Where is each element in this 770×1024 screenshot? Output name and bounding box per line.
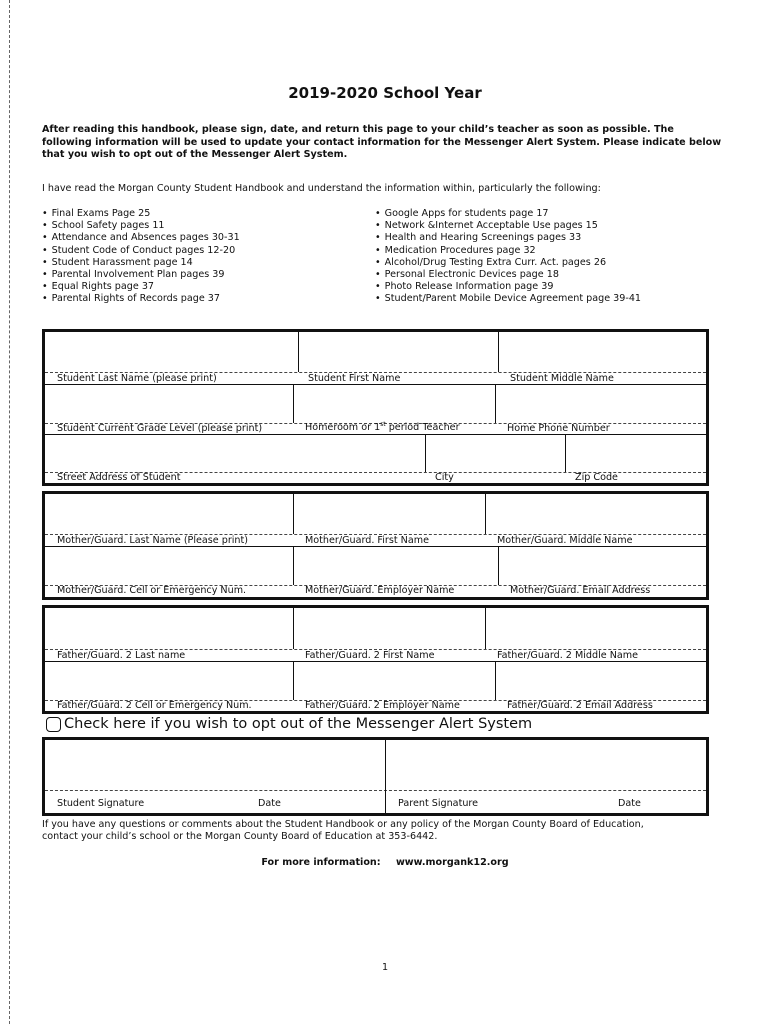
father-employer-field[interactable] (293, 662, 495, 700)
contact-text: If you have any questions or comments about the Student Handbook or any policy of the Morgan County Board of Education, contact your child’s school or the Morgan County Board of Education at 353-6442. (42, 819, 644, 843)
street-address-label: Street Address of Student (57, 472, 181, 483)
father-first-name-field[interactable] (293, 608, 485, 649)
mother-employer-field[interactable] (293, 547, 498, 585)
parent-date-label: Date (618, 798, 641, 809)
grade-level-label: Student Current Grade Level (please print) (57, 423, 263, 434)
mother-last-name-field[interactable] (45, 494, 293, 534)
intro-text: I have read the Morgan County Student Handbook and understand the information within, particularly the following: (42, 183, 601, 194)
list-item: • Network &Internet Acceptable Use pages 15 (375, 220, 641, 232)
list-item: • Parental Involvement Plan pages 39 (42, 269, 240, 281)
list-item: • Student Code of Conduct pages 12-20 (42, 245, 240, 257)
father-cell-label: Father/Guard. 2 Cell or Emergency Num. (57, 700, 252, 711)
student-signature-field[interactable] (45, 740, 385, 790)
city-field[interactable] (425, 435, 565, 472)
father-email-field[interactable] (495, 662, 706, 700)
zip-code-field[interactable] (565, 435, 706, 472)
teacher-label: Homeroom or 1st period Teacher (305, 421, 460, 434)
page-title: 2019-2020 School Year (288, 84, 482, 102)
father-employer-label: Father/Guard. 2 Employer Name (305, 700, 460, 711)
student-middle-name-field[interactable] (498, 332, 706, 372)
mother-cell-label: Mother/Guard. Cell or Emergency Num. (57, 585, 247, 596)
list-item: • Student/Parent Mobile Device Agreement page 39-41 (375, 293, 641, 305)
mother-first-name-field[interactable] (293, 494, 485, 534)
list-item: • Photo Release Information page 39 (375, 281, 641, 293)
father-middle-name-label: Father/Guard. 2 Middle Name (497, 650, 638, 661)
optout-checkbox[interactable] (46, 717, 61, 732)
city-label: City (435, 472, 454, 483)
mother-middle-name-label: Mother/Guard. Middle Name (497, 535, 633, 546)
student-first-name-field[interactable] (298, 332, 498, 372)
student-info-box (42, 329, 709, 486)
list-item: • Final Exams Page 25 (42, 208, 240, 220)
street-address-field[interactable] (45, 435, 425, 472)
student-last-name-field[interactable] (45, 332, 298, 372)
father-email-label: Father/Guard. 2 Email Address (507, 700, 653, 711)
father-last-name-label: Father/Guard. 2 Last name (57, 650, 186, 661)
student-date-label: Date (258, 798, 281, 809)
cut-line (9, 0, 10, 1024)
list-item: • Google Apps for students page 17 (375, 208, 641, 220)
father-info-box (42, 605, 709, 714)
grade-level-field[interactable] (45, 385, 293, 423)
zip-code-label: Zip Code (575, 472, 618, 483)
parent-signature-field[interactable] (385, 740, 706, 790)
list-item: • Attendance and Absences pages 30-31 (42, 232, 240, 244)
student-first-name-label: Student First Name (308, 373, 401, 384)
optout-row (46, 716, 532, 732)
mother-cell-field[interactable] (45, 547, 293, 585)
mother-first-name-label: Mother/Guard. First Name (305, 535, 429, 546)
mother-info-box (42, 491, 709, 600)
list-item: • Equal Rights page 37 (42, 281, 240, 293)
mother-email-label: Mother/Guard. Email Address (510, 585, 651, 596)
list-item: • School Safety pages 11 (42, 220, 240, 232)
bullet-list-right (375, 208, 641, 306)
list-item: • Alcohol/Drug Testing Extra Curr. Act. pages 26 (375, 257, 641, 269)
instructions-text: After reading this handbook, please sign, date, and return this page to your child’s teacher as soon as possible. The following information will be used to update your contact information for the Messenger Alert System. Please indicate below that you wish to opt out of the Messenger Alert System. (42, 124, 722, 160)
list-item: • Parental Rights of Records page 37 (42, 293, 240, 305)
list-item: • Medication Procedures page 32 (375, 245, 641, 257)
father-last-name-field[interactable] (45, 608, 293, 649)
signature-box (42, 737, 709, 816)
optout-label: Check here if you wish to opt out of the Messenger Alert System (64, 716, 533, 732)
list-item: • Health and Hearing Screenings pages 33 (375, 232, 641, 244)
teacher-field[interactable] (293, 385, 495, 423)
mother-middle-name-field[interactable] (485, 494, 706, 534)
mother-last-name-label: Mother/Guard. Last Name (Please print) (57, 535, 249, 546)
home-phone-label: Home Phone Number (507, 423, 610, 434)
father-cell-field[interactable] (45, 662, 293, 700)
father-first-name-label: Father/Guard. 2 First Name (305, 650, 435, 661)
more-info-link[interactable]: www.morgank12.org (395, 857, 509, 868)
father-middle-name-field[interactable] (485, 608, 706, 649)
mother-email-field[interactable] (498, 547, 706, 585)
more-info-label: For more information: (261, 857, 381, 868)
more-info (0, 857, 770, 868)
student-signature-label: Student Signature (57, 798, 145, 809)
signature-divider (385, 790, 386, 813)
mother-employer-label: Mother/Guard. Employer Name (305, 585, 455, 596)
student-middle-name-label: Student Middle Name (510, 373, 614, 384)
parent-signature-label: Parent Signature (398, 798, 479, 809)
student-last-name-label: Student Last Name (please print) (57, 373, 217, 384)
list-item: • Student Harassment page 14 (42, 257, 240, 269)
bullet-list-left (42, 208, 240, 306)
page-number: 1 (381, 962, 389, 973)
home-phone-field[interactable] (495, 385, 706, 423)
list-item: • Personal Electronic Devices page 18 (375, 269, 641, 281)
